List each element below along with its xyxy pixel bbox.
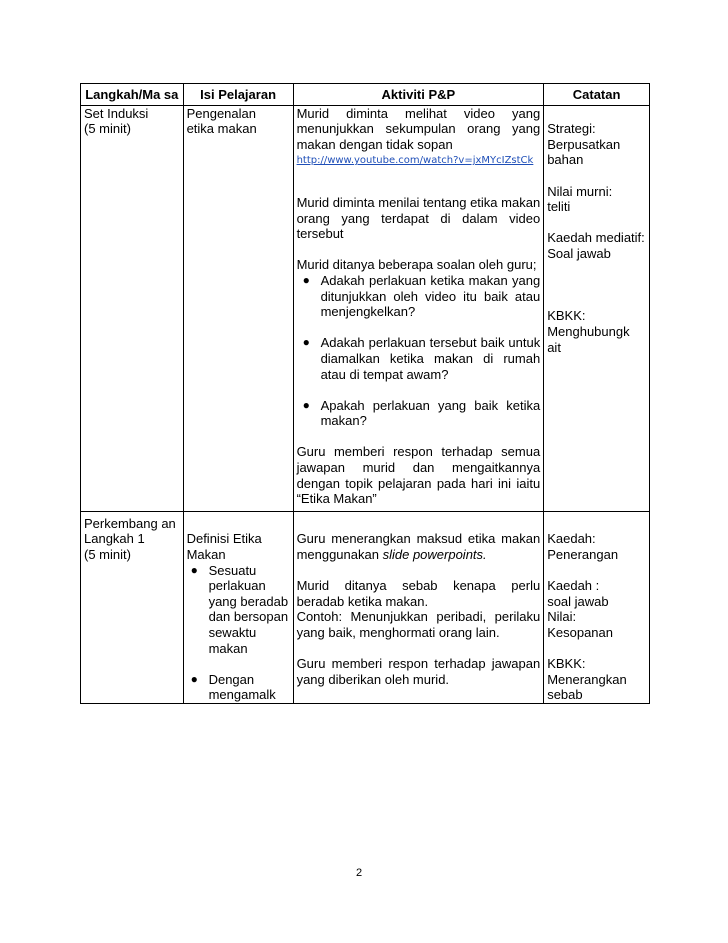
bullet-icon: ● [302, 335, 310, 350]
bullet-icon: ● [302, 272, 310, 287]
header-isi-pelajaran: Isi Pelajaran [183, 84, 293, 106]
content-cell [183, 511, 293, 703]
activity-cell [293, 511, 544, 703]
lesson-plan-table [80, 83, 650, 704]
header-langkah-masa: Langkah/Ma sa [81, 84, 184, 106]
note-label: Kaedah: [547, 531, 596, 547]
note-value: soal jawab [547, 593, 609, 609]
activity-paragraph: Guru memberi respon terhadap semua jawapan murid dan mengaitkannya dengan topik pelajaran pada hari ini iaitu “Etika Makan” [296, 444, 541, 507]
header-catatan: Catatan [544, 84, 650, 106]
note-label: Kaedah : [547, 578, 600, 594]
step-name: Perkembang an [84, 515, 176, 531]
note-label: Kaedah mediatif: [547, 230, 645, 246]
step-duration: (5 minit) [84, 121, 131, 137]
bullet-icon: ● [190, 671, 198, 686]
note-value: Soal jawab [547, 245, 611, 261]
note-value: Kesopanan [547, 625, 613, 640]
activity-cell [293, 105, 544, 511]
bullet-icon: ● [302, 397, 310, 412]
table-header-row [81, 84, 650, 106]
table-row [81, 105, 650, 511]
content-cell [183, 105, 293, 511]
question-list [297, 273, 541, 429]
step-name: Set Induksi [84, 105, 149, 121]
step-sub: Langkah 1 [84, 531, 145, 547]
list-item: ● Sesuatu perlakuan yang beradab dan bersopan sewaktu makan [190, 562, 289, 656]
header-aktiviti: Aktiviti P&P [293, 84, 544, 106]
note-label: KBKK: [547, 656, 586, 672]
activity-paragraph: Contoh: Menunjukkan peribadi, perilaku yang baik, menghormati orang lain. [296, 609, 541, 640]
activity-paragraph: Guru memberi respon terhadap jawapan yang diberikan oleh murid. [296, 656, 541, 687]
list-item: ● Adakah perlakuan ketika makan yang ditunjukkan oleh video itu baik atau menjengkelkan? [302, 272, 541, 320]
note-label: Nilai murni: [547, 183, 613, 199]
list-item: ● Adakah perlakuan tersebut baik untuk diamalkan ketika makan di rumah atau di tempat awam? [302, 335, 541, 382]
table-row [81, 511, 650, 703]
notes-cell [544, 105, 650, 511]
activity-paragraph: Murid diminta melihat video yang menunjukkan sekumpulan orang yang makan dengan tidak sopan [296, 105, 541, 152]
list-item: ● Dengan mengamalk [190, 671, 276, 703]
activity-paragraph: Murid ditanya sebab kenapa perlu beradab ketika makan. [296, 578, 541, 609]
activity-paragraph: Murid ditanya beberapa soalan oleh guru; [296, 257, 537, 273]
note-label: KBKK: [547, 308, 586, 324]
note-value: Menerangkan sebab [547, 671, 627, 703]
note-value: Berpusatkan bahan [547, 136, 621, 168]
note-label: Strategi: [547, 121, 596, 137]
content-title: Definisi Etika Makan [186, 531, 262, 563]
list-item: ● Apakah perlakuan yang baik ketika makan? [302, 397, 541, 429]
video-link[interactable]: http://www.youtube.com/watch?v=jxMYcIZstCk [296, 155, 534, 167]
content-list [187, 563, 290, 703]
step-cell [81, 511, 184, 703]
notes-cell [544, 511, 650, 703]
note-value: Penerangan [547, 547, 619, 563]
page-number: 2 [356, 867, 363, 879]
note-value: Menghubungk ait [547, 323, 630, 355]
step-duration: (5 minit) [84, 547, 131, 563]
content-line: etika makan [186, 121, 257, 137]
content-line: Pengenalan [186, 105, 256, 121]
activity-paragraph: Murid diminta menilai tentang etika makan orang yang terdapat di dalam video tersebut [296, 194, 541, 242]
activity-paragraph: Guru menerangkan maksud etika makan menggunakan slide powerpoints. [296, 531, 541, 563]
bullet-icon: ● [190, 562, 198, 577]
note-value: teliti [547, 199, 571, 215]
note-label: Nilai: [547, 609, 577, 625]
step-cell [81, 105, 184, 511]
